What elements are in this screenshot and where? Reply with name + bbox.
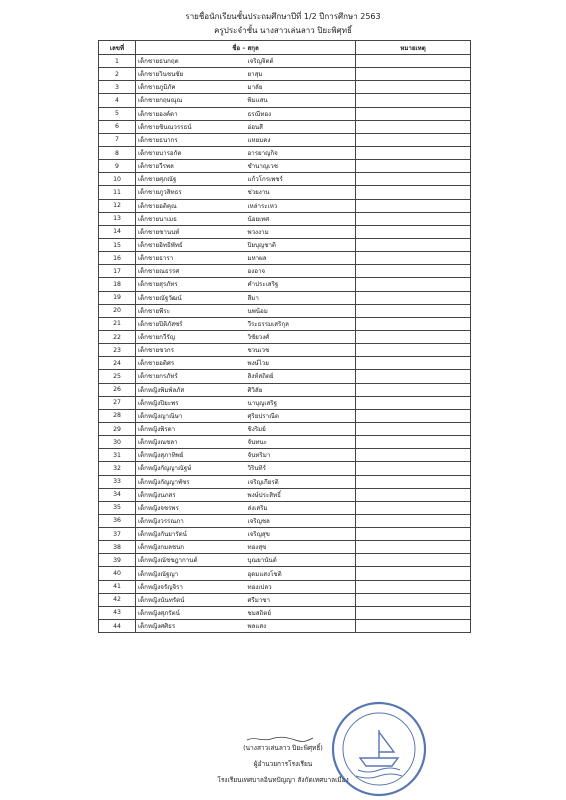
student-note (356, 330, 471, 343)
student-note (356, 173, 471, 186)
student-number: 23 (99, 344, 136, 357)
student-first-name: เด็กหญิงพิมพ์ลภัส (136, 383, 246, 396)
table-row (99, 422, 471, 435)
student-number: 16 (99, 252, 136, 265)
student-first-name: เด็กชายวีรพล (136, 160, 246, 173)
student-number: 25 (99, 370, 136, 383)
student-note (356, 317, 471, 330)
student-last-name: คำประเสริฐ (246, 278, 356, 291)
student-last-name: พวงงาม (246, 225, 356, 238)
student-number: 15 (99, 238, 136, 251)
student-note (356, 55, 471, 68)
student-note (356, 199, 471, 212)
student-number: 40 (99, 567, 136, 580)
student-first-name: เด็กชายธนากร (136, 133, 246, 146)
student-last-name: จันทริมา (246, 449, 356, 462)
student-note (356, 107, 471, 120)
table-row (99, 580, 471, 593)
student-last-name: บุณยานันต์ (246, 554, 356, 567)
table-row (99, 593, 471, 606)
student-last-name: วีระธรรมเสริกุล (246, 317, 356, 330)
student-last-name: ศิวิลัย (246, 383, 356, 396)
student-last-name: ชมสถิตย์ (246, 606, 356, 619)
student-note (356, 436, 471, 449)
student-first-name: เด็กชายชวกร (136, 344, 246, 357)
student-note (356, 449, 471, 462)
table-row (99, 304, 471, 317)
student-last-name: สีมา (246, 291, 356, 304)
student-first-name: เด็กหญิงณชลา (136, 436, 246, 449)
table-row (99, 488, 471, 501)
student-note (356, 475, 471, 488)
table-row (99, 55, 471, 68)
student-number: 24 (99, 357, 136, 370)
student-number: 14 (99, 225, 136, 238)
table-row (99, 317, 471, 330)
student-number: 17 (99, 265, 136, 278)
student-note (356, 81, 471, 94)
table-row (99, 449, 471, 462)
table-row (99, 567, 471, 580)
student-last-name: พงษ์ประสิทธิ์ (246, 488, 356, 501)
student-number: 34 (99, 488, 136, 501)
student-note (356, 554, 471, 567)
student-note (356, 514, 471, 527)
student-first-name: เด็กหญิงกันยารัตน์ (136, 528, 246, 541)
student-last-name: นพน้อม (246, 304, 356, 317)
student-number: 10 (99, 173, 136, 186)
student-first-name: เด็กหญิงจชรพร (136, 501, 246, 514)
student-first-name: เด็กหญิงศศิธร (136, 620, 246, 633)
student-last-name: ยาสุม (246, 68, 356, 81)
student-last-name: ทองเปลว (246, 580, 356, 593)
table-row (99, 81, 471, 94)
student-last-name: ทองสุข (246, 541, 356, 554)
student-first-name: เด็กหญิงญาณิษา (136, 409, 246, 422)
table-row (99, 107, 471, 120)
student-number: 33 (99, 475, 136, 488)
table-row (99, 436, 471, 449)
table-row (99, 278, 471, 291)
student-number: 41 (99, 580, 136, 593)
student-last-name: เจริญชล (246, 514, 356, 527)
student-number: 13 (99, 212, 136, 225)
student-note (356, 567, 471, 580)
table-row (99, 238, 471, 251)
student-number: 39 (99, 554, 136, 567)
student-last-name: ชวนเวช (246, 344, 356, 357)
student-note (356, 620, 471, 633)
header-number: เลขที่ (99, 41, 136, 55)
table-row (99, 173, 471, 186)
table-row (99, 370, 471, 383)
student-last-name: น้อยเทศ (246, 212, 356, 225)
student-note (356, 593, 471, 606)
student-first-name: เด็กชายองค์ดา (136, 107, 246, 120)
student-first-name: เด็กชายนาเมธ (136, 212, 246, 225)
student-last-name: เหล่าระเหว (246, 199, 356, 212)
student-first-name: เด็กชายชินณวรรธน์ (136, 120, 246, 133)
signer-name: (นางสาวเล่นลาว ปิยะพิศุทธิ์) (243, 744, 323, 752)
student-number: 38 (99, 541, 136, 554)
table-row (99, 462, 471, 475)
student-first-name: เด็กหญิงจรัญจิรา (136, 580, 246, 593)
student-last-name: อุดมแสงโชติ (246, 567, 356, 580)
student-first-name: เด็กชายอติศร (136, 357, 246, 370)
student-last-name: ธรณีทอง (246, 107, 356, 120)
student-first-name: เด็กหญิงศุภรัตน์ (136, 606, 246, 619)
student-last-name: แหยมคง (246, 133, 356, 146)
student-first-name: เด็กหญิงนภสร (136, 488, 246, 501)
student-first-name: เด็กชายธนกฤต (136, 55, 246, 68)
student-first-name: เด็กหญิงกัญญาพัชร (136, 475, 246, 488)
student-note (356, 94, 471, 107)
student-note (356, 120, 471, 133)
signer-position: ผู้อำนวยการโรงเรียน (253, 760, 313, 768)
student-note (356, 580, 471, 593)
student-first-name: เด็กหญิงพิรดา (136, 422, 246, 435)
table-row (99, 541, 471, 554)
student-number: 9 (99, 160, 136, 173)
student-note (356, 409, 471, 422)
table-row (99, 475, 471, 488)
table-header-row (99, 41, 471, 55)
student-last-name: มาลัย (246, 81, 356, 94)
header-note: หมายเหตุ (356, 41, 471, 55)
student-last-name: ศุริยปราณีต (246, 409, 356, 422)
student-last-name: สิงห์สถิตย์ (246, 370, 356, 383)
student-note (356, 291, 471, 304)
student-note (356, 212, 471, 225)
student-last-name: เจริญเกียรติ (246, 475, 356, 488)
school-seal-stamp (330, 700, 428, 798)
student-note (356, 238, 471, 251)
student-note (356, 501, 471, 514)
table-row (99, 265, 471, 278)
student-last-name: เจริญสุข (246, 528, 356, 541)
student-last-name: ส่งเสริม (246, 501, 356, 514)
table-row (99, 94, 471, 107)
student-number: 35 (99, 501, 136, 514)
student-last-name: อารยาญกิจ (246, 146, 356, 159)
school-name: โรงเรียนเทศบาลอินทปัญญา สังกัดเทศบาลเมือง (217, 776, 349, 784)
student-first-name: เด็กหญิงนันทรัตน์ (136, 593, 246, 606)
student-note (356, 488, 471, 501)
table-row (99, 212, 471, 225)
student-number: 22 (99, 330, 136, 343)
student-first-name: เด็กหญิงกมลชนก (136, 541, 246, 554)
student-note (356, 146, 471, 159)
student-note (356, 304, 471, 317)
student-first-name: เด็กชายพีระ (136, 304, 246, 317)
student-last-name: พงษ์ไวย (246, 357, 356, 370)
table-row (99, 554, 471, 567)
student-first-name: เด็กหญิงปิยะพร (136, 396, 246, 409)
student-note (356, 265, 471, 278)
student-number: 42 (99, 593, 136, 606)
student-first-name: เด็กชายอติคุณ (136, 199, 246, 212)
student-first-name: เด็กหญิงวรรณภา (136, 514, 246, 527)
student-last-name: มหาผล (246, 252, 356, 265)
student-first-name: เด็กชายปิติภัสซร์ (136, 317, 246, 330)
student-note (356, 278, 471, 291)
table-row (99, 383, 471, 396)
student-note (356, 357, 471, 370)
table-row (99, 133, 471, 146)
student-first-name: เด็กชายศุภณัฐ (136, 173, 246, 186)
student-note (356, 370, 471, 383)
table-row (99, 186, 471, 199)
student-number: 43 (99, 606, 136, 619)
student-note (356, 344, 471, 357)
student-number: 37 (99, 528, 136, 541)
student-number: 44 (99, 620, 136, 633)
student-first-name: เด็กชายสุรภัทร (136, 278, 246, 291)
student-note (356, 422, 471, 435)
student-last-name: ช่วยงาน (246, 186, 356, 199)
student-number: 12 (99, 199, 136, 212)
student-first-name: เด็กชายวินชนชัย (136, 68, 246, 81)
table-row (99, 120, 471, 133)
student-number: 31 (99, 449, 136, 462)
table-row (99, 606, 471, 619)
student-number: 20 (99, 304, 136, 317)
table-row (99, 514, 471, 527)
student-first-name: เด็กชายภูมิภัค (136, 81, 246, 94)
table-row (99, 409, 471, 422)
student-number: 19 (99, 291, 136, 304)
student-first-name: เด็กหญิงณัชชฎากานต์ (136, 554, 246, 567)
student-note (356, 541, 471, 554)
student-last-name: วิรินทิร์ (246, 462, 356, 475)
student-last-name: พลแสง (246, 620, 356, 633)
student-last-name: วิชัยวงศ์ (246, 330, 356, 343)
student-note (356, 225, 471, 238)
student-number: 30 (99, 436, 136, 449)
teacher-line: ครูประจำชั้น นางสาวเล่นลาว ปิยะพิศุทธิ์ (214, 26, 352, 35)
roster-body (99, 55, 471, 633)
table-row (99, 199, 471, 212)
student-number: 32 (99, 462, 136, 475)
student-first-name: เด็กชายณัฐวัฒน์ (136, 291, 246, 304)
student-last-name: จันทนะ (246, 436, 356, 449)
student-first-name: เด็กชายกวีรัญ (136, 330, 246, 343)
table-row (99, 160, 471, 173)
student-note (356, 606, 471, 619)
student-first-name: เด็กชายณธรรศ (136, 265, 246, 278)
student-note (356, 528, 471, 541)
student-last-name: องอาจ (246, 265, 356, 278)
student-number: 7 (99, 133, 136, 146)
student-number: 5 (99, 107, 136, 120)
table-row (99, 225, 471, 238)
table-row (99, 528, 471, 541)
student-note (356, 462, 471, 475)
student-last-name: ชิงริมย์ (246, 422, 356, 435)
student-last-name: อ่อนสี (246, 120, 356, 133)
student-last-name: ปิยบุญชาติ (246, 238, 356, 251)
signature-scribble (245, 736, 315, 742)
student-first-name: เด็กหญิงณัฐญา (136, 567, 246, 580)
student-first-name: เด็กชายกรภัทร์ (136, 370, 246, 383)
student-first-name: เด็กหญิงสุภาทิพย์ (136, 449, 246, 462)
student-number: 6 (99, 120, 136, 133)
table-row (99, 396, 471, 409)
student-number: 21 (99, 317, 136, 330)
student-note (356, 186, 471, 199)
student-first-name: เด็กชายภูวสิทธร (136, 186, 246, 199)
student-roster-table (98, 40, 471, 633)
header-name: ชื่อ – สกุล (136, 41, 356, 55)
student-number: 26 (99, 383, 136, 396)
student-number: 8 (99, 146, 136, 159)
student-note (356, 383, 471, 396)
student-first-name: เด็กชายอิทธิพัทธ์ (136, 238, 246, 251)
student-note (356, 68, 471, 81)
student-number: 29 (99, 422, 136, 435)
table-row (99, 357, 471, 370)
student-number: 2 (99, 68, 136, 81)
student-number: 11 (99, 186, 136, 199)
student-last-name: นาบุญเสริฐ (246, 396, 356, 409)
table-row (99, 146, 471, 159)
student-first-name: เด็กหญิงกัญญาณัฐษ์ (136, 462, 246, 475)
student-first-name: เด็กชายชานนท์ (136, 225, 246, 238)
student-last-name: เจริญจิตต์ (246, 55, 356, 68)
table-row (99, 252, 471, 265)
table-row (99, 68, 471, 81)
student-last-name: ชำนาญเวช (246, 160, 356, 173)
student-number: 4 (99, 94, 136, 107)
table-row (99, 330, 471, 343)
student-first-name: เด็กชายธารา (136, 252, 246, 265)
student-number: 36 (99, 514, 136, 527)
student-number: 27 (99, 396, 136, 409)
student-number: 18 (99, 278, 136, 291)
document-title: รายชื่อนักเรียนชั้นประถมศึกษาปีที่ 1/2 ปีการศึกษา 2563 (185, 12, 381, 21)
table-row (99, 620, 471, 633)
student-note (356, 396, 471, 409)
student-number: 1 (99, 55, 136, 68)
student-note (356, 252, 471, 265)
student-last-name: พิมแสน (246, 94, 356, 107)
student-number: 28 (99, 409, 136, 422)
table-row (99, 501, 471, 514)
student-number: 3 (99, 81, 136, 94)
table-row (99, 344, 471, 357)
student-last-name: ศรีมาชา (246, 593, 356, 606)
student-note (356, 133, 471, 146)
student-last-name: แก้วโกรเพชร์ (246, 173, 356, 186)
student-first-name: เด็กชายกฤษณุณ (136, 94, 246, 107)
table-row (99, 291, 471, 304)
student-note (356, 160, 471, 173)
student-first-name: เด็กชายบารอกัต (136, 146, 246, 159)
